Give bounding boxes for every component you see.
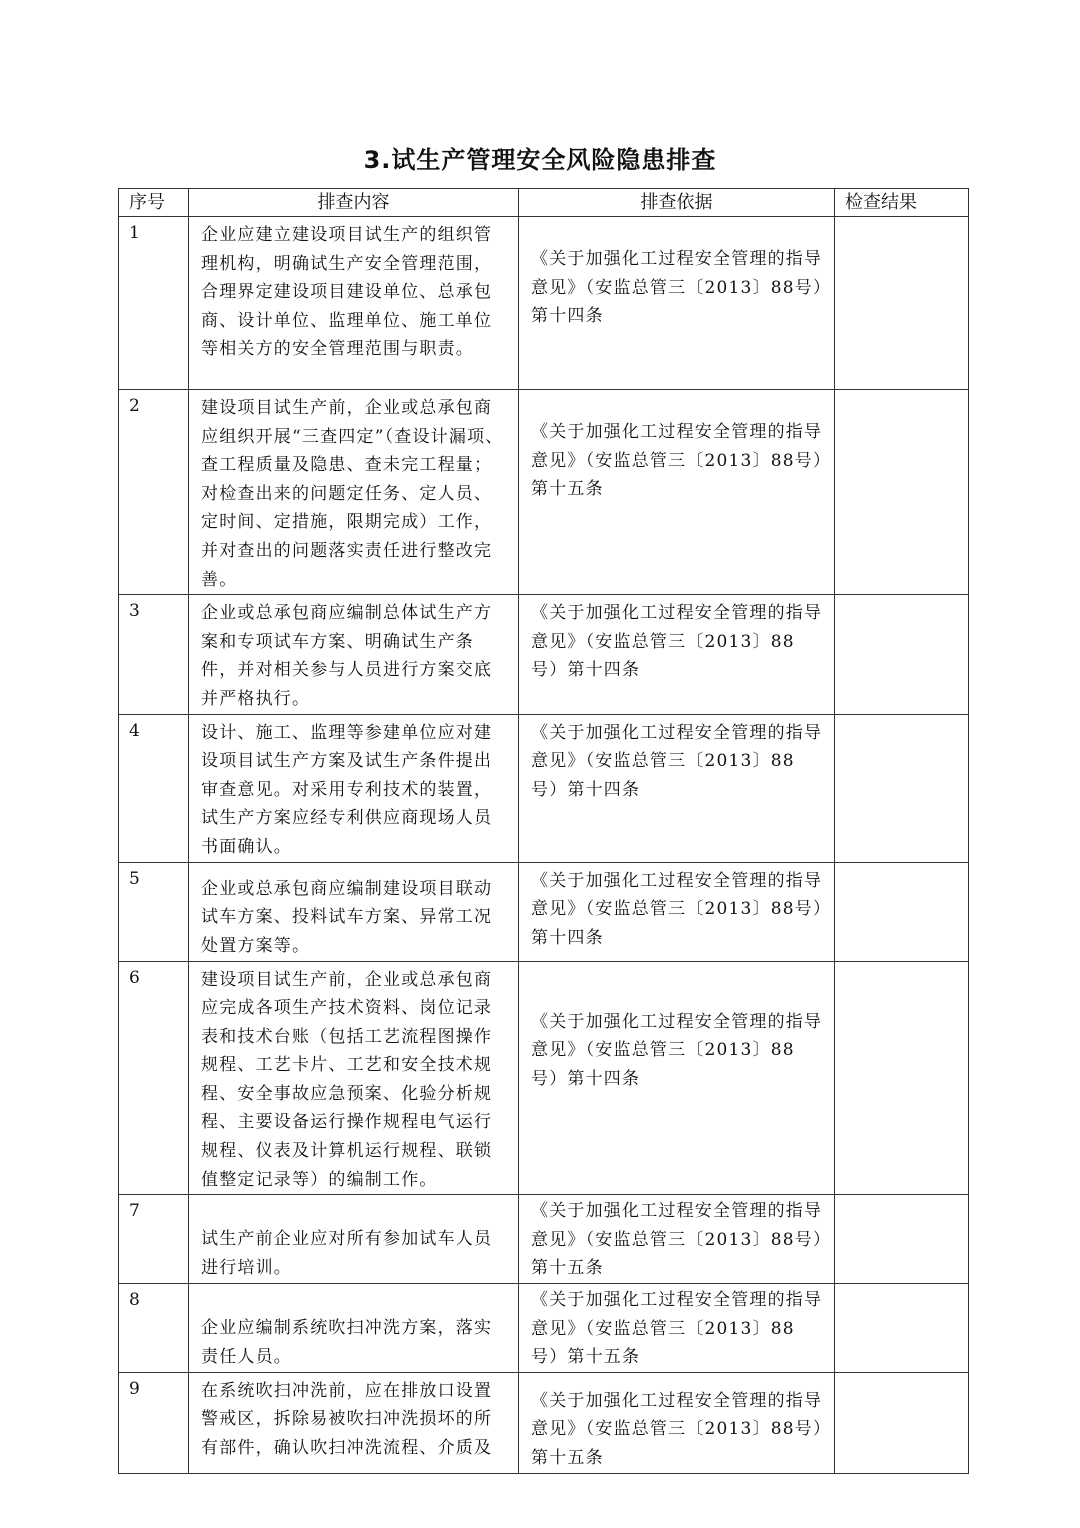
table-row xyxy=(119,1195,969,1284)
row-seq: 2 xyxy=(119,390,189,595)
table-row xyxy=(119,390,969,595)
header-content: 排查内容 xyxy=(189,189,519,217)
row-result xyxy=(835,1372,969,1473)
row-result xyxy=(835,961,969,1195)
inspection-table xyxy=(118,188,969,1474)
row-content: 企业应建立建设项目试生产的组织管理机构，明确试生产安全管理范围，合理界定建设项目建设单位、总承包商、设计单位、监理单位、施工单位等相关方的安全管理范围与职责。 xyxy=(189,217,519,390)
row-content: 试生产前企业应对所有参加试车人员进行培训。 xyxy=(189,1195,519,1284)
table-row xyxy=(119,714,969,862)
table-row xyxy=(119,862,969,961)
header-seq: 序号 xyxy=(119,189,189,217)
table-row xyxy=(119,1372,969,1473)
page-title: 3.试生产管理安全风险隐患排查 xyxy=(363,146,717,174)
row-seq: 6 xyxy=(119,961,189,1195)
row-content: 企业或总承包商应编制建设项目联动试车方案、投料试车方案、异常工况处置方案等。 xyxy=(189,862,519,961)
row-seq: 5 xyxy=(119,862,189,961)
row-result xyxy=(835,714,969,862)
row-content: 企业应编制系统吹扫冲洗方案，落实责任人员。 xyxy=(189,1284,519,1373)
table-row xyxy=(119,1284,969,1373)
row-basis: 《关于加强化工过程安全管理的指导意见》（安监总管三〔2013〕88 号）第十四条 xyxy=(519,714,835,862)
row-result xyxy=(835,1284,969,1373)
row-basis: 《关于加强化工过程安全管理的指导意见》（安监总管三〔2013〕88号）第十五条 xyxy=(519,1195,835,1284)
row-basis: 《关于加强化工过程安全管理的指导意见》（安监总管三〔2013〕88 号）第十四条 xyxy=(519,961,835,1195)
row-basis: 《关于加强化工过程安全管理的指导意见》（安监总管三〔2013〕88号）第十五条 xyxy=(519,390,835,595)
table-row xyxy=(119,961,969,1195)
row-result xyxy=(835,862,969,961)
row-seq: 8 xyxy=(119,1284,189,1373)
row-content: 企业或总承包商应编制总体试生产方案和专项试车方案、明确试生产条件，并对相关参与人员进行方案交底并严格执行。 xyxy=(189,595,519,714)
row-seq: 3 xyxy=(119,595,189,714)
row-basis: 《关于加强化工过程安全管理的指导意见》（安监总管三〔2013〕88 号）第十四条 xyxy=(519,595,835,714)
row-content: 建设项目试生产前，企业或总承包商应组织开展“三查四定”（查设计漏项、查工程质量及隐患、查未完工程量；对检查出来的问题定任务、定人员、定时间、定措施，限期完成）工作，并对查出的问题落实责任进行整改完善。 xyxy=(189,390,519,595)
row-result xyxy=(835,390,969,595)
header-result: 检查结果 xyxy=(835,189,969,217)
row-seq: 4 xyxy=(119,714,189,862)
row-basis: 《关于加强化工过程安全管理的指导意见》（安监总管三〔2013〕88号）第十四条 xyxy=(519,217,835,390)
row-result xyxy=(835,217,969,390)
row-result xyxy=(835,1195,969,1284)
table-row xyxy=(119,217,969,390)
row-basis: 《关于加强化工过程安全管理的指导意见》（安监总管三〔2013〕88号）第十四条 xyxy=(519,862,835,961)
header-basis: 排查依据 xyxy=(519,189,835,217)
row-seq: 7 xyxy=(119,1195,189,1284)
row-seq: 9 xyxy=(119,1372,189,1473)
table-row xyxy=(119,595,969,714)
table-header-row xyxy=(119,189,969,217)
row-result xyxy=(835,595,969,714)
row-content: 在系统吹扫冲洗前，应在排放口设置警戒区，拆除易被吹扫冲洗损坏的所有部件，确认吹扫冲洗流程、介质及 xyxy=(189,1372,519,1473)
row-basis: 《关于加强化工过程安全管理的指导意见》（安监总管三〔2013〕88 号）第十五条 xyxy=(519,1284,835,1373)
row-basis: 《关于加强化工过程安全管理的指导意见》（安监总管三〔2013〕88号）第十五条 xyxy=(519,1372,835,1473)
row-seq: 1 xyxy=(119,217,189,390)
row-content: 建设项目试生产前，企业或总承包商应完成各项生产技术资料、岗位记录表和技术台账（包括工艺流程图操作规程、工艺卡片、工艺和安全技术规程、安全事故应急预案、化验分析规程、主要设备运行操作规程电气运行规程、仪表及计算机运行规程、联锁值整定记录等）的编制工作。 xyxy=(189,961,519,1195)
row-content: 设计、施工、监理等参建单位应对建设项目试生产方案及试生产条件提出审查意见。对采用专利技术的装置，试生产方案应经专利供应商现场人员书面确认。 xyxy=(189,714,519,862)
